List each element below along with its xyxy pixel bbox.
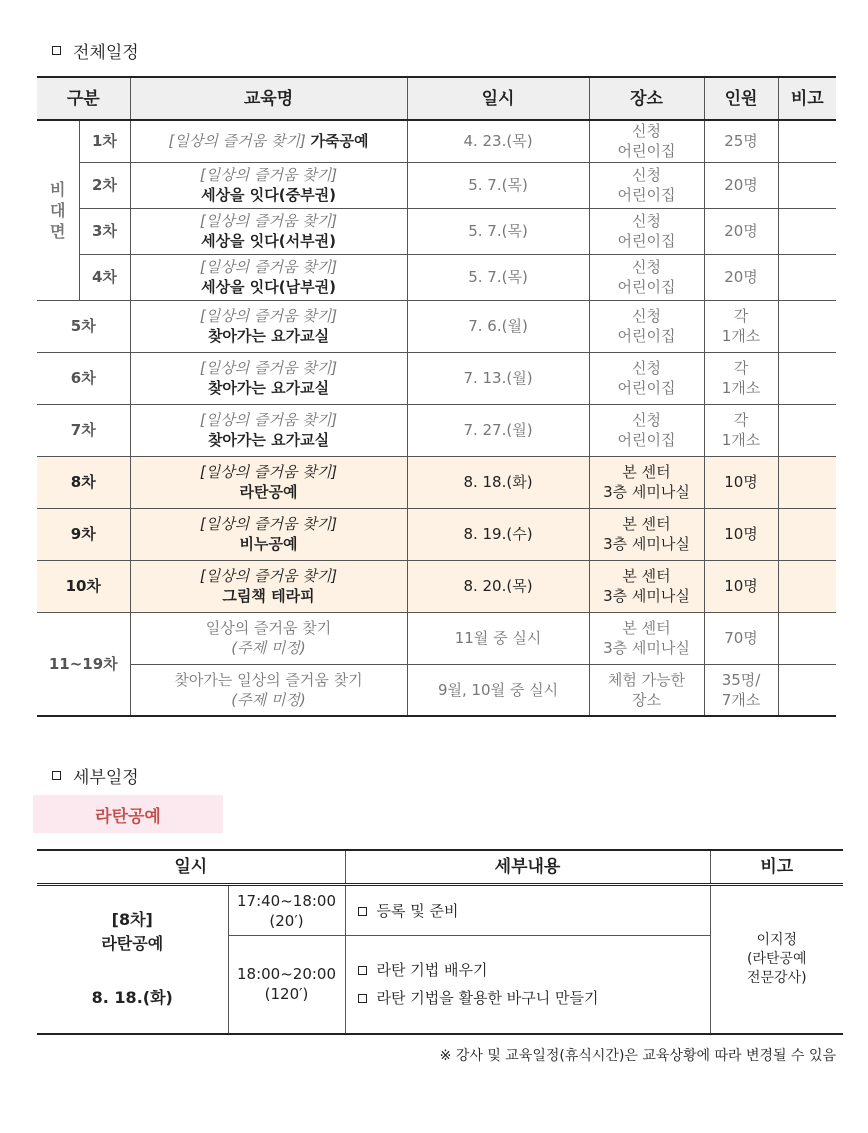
count-line-1: 10명 (724, 473, 758, 491)
place-line-2: 어린이집 (617, 327, 676, 345)
slot-duration: (120′) (264, 985, 309, 1004)
row-number-cell (37, 352, 130, 404)
course-name-cell (130, 352, 407, 404)
course-series: [일상의 즐거움 찾기] (199, 212, 338, 230)
course-name-cell (130, 404, 407, 456)
row-number-cell (37, 404, 130, 456)
place-line-2: 어린이집 (617, 142, 676, 161)
table-row (37, 456, 836, 508)
row-number: 4차 (92, 268, 117, 286)
table-row (37, 208, 836, 254)
count-cell (704, 300, 778, 352)
course-name: 세상을 잇다(중부권) (201, 186, 336, 204)
overall-title-text: 전체일정 (73, 43, 139, 63)
row-number-cell (79, 208, 130, 254)
instructor-cell (710, 885, 843, 1034)
place-cell (589, 456, 704, 508)
row-number: 6차 (70, 369, 96, 387)
table-row (37, 254, 836, 300)
row-number: 1차 (92, 132, 117, 151)
note-cell (778, 664, 836, 716)
count-line-1: 각 (733, 411, 749, 429)
course-name: 가죽공예 (310, 132, 369, 151)
course-name-cell (130, 162, 407, 208)
detail-title-text: 세부일정 (73, 768, 139, 788)
date-cell: 9월, 10월 중 실시 (407, 664, 589, 716)
course-name-cell (130, 208, 407, 254)
place-line-1: 본 센터 (622, 567, 671, 585)
detail-header-content: 세부내용 (345, 850, 710, 885)
count-cell (704, 162, 778, 208)
table-row (37, 162, 836, 208)
place-cell (589, 560, 704, 612)
detail-section-title (52, 763, 139, 788)
count-line-1: 10명 (724, 577, 758, 595)
table-row (37, 664, 836, 716)
detail-row (37, 885, 843, 936)
slot-item: 등록 및 준비 (376, 901, 459, 920)
place-line-1: 신청 (632, 212, 661, 230)
place-line-2: 어린이집 (617, 379, 676, 397)
place-cell (589, 300, 704, 352)
count-line-1: 20명 (724, 222, 758, 240)
table-row (37, 120, 836, 162)
count-line-2: 1개소 (721, 327, 761, 345)
place-cell (589, 612, 704, 664)
row-number-cell (79, 254, 130, 300)
row-number-cell (37, 560, 130, 612)
row-number-cell (37, 508, 130, 560)
slot-content-cell (345, 936, 710, 1034)
table-row (37, 404, 836, 456)
place-cell (589, 404, 704, 456)
count-line-2: 1개소 (721, 379, 761, 397)
checkbox-square-icon (358, 907, 367, 916)
count-line-1: 10명 (724, 525, 758, 543)
table-row (37, 300, 836, 352)
checkbox-square-icon (358, 966, 367, 975)
place-cell (589, 352, 704, 404)
course-name-cell (130, 254, 407, 300)
date-cell: 8. 19.(수) (407, 508, 589, 560)
note-cell (778, 352, 836, 404)
course-name: 세상을 잇다(남부권) (201, 278, 336, 296)
count-cell (704, 612, 778, 664)
group-label-char: 대 (50, 200, 66, 220)
count-cell (704, 664, 778, 716)
course-name: 일상의 즐거움 찾기 (205, 619, 332, 637)
count-cell (704, 352, 778, 404)
row-number: 8차 (70, 473, 96, 491)
row-number-cell (79, 162, 130, 208)
course-name: 찾아가는 일상의 즐거움 찾기 (174, 670, 363, 689)
note-cell (778, 560, 836, 612)
row-number: 11~19차 (48, 654, 118, 673)
note-cell (778, 612, 836, 664)
course-series: [일상의 즐거움 찾기] (168, 132, 306, 151)
slot-duration: (20′) (269, 911, 304, 930)
place-line-2: 3층 세미나실 (603, 535, 690, 553)
table-header-row (37, 77, 836, 120)
course-name: 찾아가는 요가교실 (207, 431, 330, 449)
header-course-name: 교육명 (130, 77, 407, 120)
row-number: 5차 (70, 317, 96, 335)
course-subtitle: (주제 미정) (231, 690, 306, 709)
slot-item: 라탄 기법을 활용한 바구니 만들기 (376, 989, 599, 1008)
note-cell (778, 162, 836, 208)
place-line-2: 어린이집 (617, 431, 676, 449)
date-cell: 7. 27.(월) (407, 404, 589, 456)
count-cell (704, 120, 778, 162)
place-line-1: 체험 가능한 (607, 670, 686, 689)
header-date: 일시 (407, 77, 589, 120)
date-cell: 7. 6.(월) (407, 300, 589, 352)
table-row (37, 612, 836, 664)
count-cell (704, 208, 778, 254)
row-number: 7차 (70, 421, 96, 439)
session-date: 8. 18.(화) (91, 988, 173, 1008)
count-cell (704, 254, 778, 300)
count-line-1: 25명 (724, 132, 758, 151)
place-line-2: 3층 세미나실 (603, 587, 690, 605)
note-cell (778, 254, 836, 300)
count-cell (704, 508, 778, 560)
course-name-cell (130, 300, 407, 352)
place-line-2: 어린이집 (617, 232, 676, 250)
count-cell (704, 560, 778, 612)
row-number-cell (37, 612, 130, 716)
slot-item: 라탄 기법 배우기 (376, 961, 488, 980)
place-cell (589, 508, 704, 560)
table-row (37, 560, 836, 612)
date-cell: 5. 7.(목) (407, 254, 589, 300)
course-series: [일상의 즐거움 찾기] (199, 463, 338, 481)
count-line-1: 20명 (724, 176, 758, 194)
slot-time-cell (228, 885, 345, 936)
place-line-1: 신청 (632, 258, 661, 276)
course-series: [일상의 즐거움 찾기] (199, 307, 338, 325)
header-place: 장소 (589, 77, 704, 120)
checkbox-square-icon (358, 994, 367, 1003)
row-number: 2차 (92, 176, 117, 194)
table-row (37, 508, 836, 560)
course-series: [일상의 즐거움 찾기] (199, 359, 338, 377)
course-name-cell (130, 456, 407, 508)
place-line-1: 신청 (632, 359, 661, 377)
instructor-name: 이지정 (756, 931, 798, 948)
place-line-2: 어린이집 (617, 278, 676, 296)
date-cell: 8. 20.(목) (407, 560, 589, 612)
group-label-char: 비 (50, 179, 66, 199)
course-name-cell (130, 664, 407, 716)
count-line-1: 각 (733, 307, 749, 325)
checkbox-square-icon (52, 46, 61, 55)
detail-header-row (37, 850, 843, 885)
footnote: ※ 강사 및 교육일정(휴식시간)은 교육상황에 따라 변경될 수 있음 (439, 1048, 836, 1064)
session-name: 라탄공예 (101, 934, 164, 954)
course-name: 찾아가는 요가교실 (207, 379, 330, 397)
count-cell (704, 456, 778, 508)
checkbox-square-icon (52, 771, 61, 780)
place-cell (589, 120, 704, 162)
place-line-1: 본 센터 (622, 515, 671, 533)
note-cell (778, 120, 836, 162)
row-number: 3차 (92, 222, 117, 240)
session-cell (37, 885, 228, 1034)
slot-time: 18:00~20:00 (236, 965, 337, 984)
place-cell (589, 254, 704, 300)
overall-section-title (52, 38, 139, 63)
place-line-2: 3층 세미나실 (603, 639, 690, 657)
instructor-role-2: 전문강사) (746, 969, 807, 986)
place-line-1: 본 센터 (622, 619, 671, 637)
note-cell (778, 404, 836, 456)
date-cell: 7. 13.(월) (407, 352, 589, 404)
place-cell (589, 664, 704, 716)
count-line-1: 20명 (724, 268, 758, 286)
course-name: 라탄공예 (239, 483, 298, 501)
header-note: 비고 (778, 77, 836, 120)
note-cell (778, 208, 836, 254)
count-line-1: 35명/ (721, 670, 761, 689)
place-line-2: 3층 세미나실 (603, 483, 690, 501)
place-line-1: 본 센터 (622, 463, 671, 481)
instructor-role-1: (라탄공예 (746, 950, 807, 967)
place-line-1: 신청 (632, 122, 661, 141)
count-line-1: 70명 (724, 629, 758, 647)
place-line-1: 신청 (632, 411, 661, 429)
course-series: [일상의 즐거움 찾기] (199, 411, 338, 429)
header-category: 구분 (37, 77, 130, 120)
note-cell (778, 300, 836, 352)
detail-header-date: 일시 (37, 850, 345, 885)
slot-content-cell (345, 885, 710, 936)
program-tag: 라탄공예 (33, 795, 223, 833)
date-cell: 11월 중 실시 (407, 612, 589, 664)
note-cell (778, 508, 836, 560)
detail-header-note: 비고 (710, 850, 843, 885)
course-series: [일상의 즐거움 찾기] (199, 515, 338, 533)
overall-schedule-table (37, 76, 836, 717)
course-series: [일상의 즐거움 찾기] (199, 166, 338, 184)
slot-time-cell (228, 936, 345, 1034)
place-line-1: 신청 (632, 307, 661, 325)
course-name-cell (130, 120, 407, 162)
place-line-2: 어린이집 (617, 186, 676, 204)
count-cell (704, 404, 778, 456)
place-line-1: 신청 (632, 166, 661, 184)
place-line-2: 장소 (632, 690, 661, 709)
header-count: 인원 (704, 77, 778, 120)
note-cell (778, 456, 836, 508)
row-number-cell (79, 120, 130, 162)
slot-time: 17:40~18:00 (236, 891, 337, 910)
place-cell (589, 208, 704, 254)
course-series: [일상의 즐거움 찾기] (199, 258, 338, 276)
session-num: [8차] (111, 910, 153, 930)
course-subtitle: (주제 미정) (231, 639, 306, 657)
detail-schedule-table (37, 849, 843, 1035)
course-name-cell (130, 612, 407, 664)
course-series: [일상의 즐거움 찾기] (199, 567, 338, 585)
course-name: 그림책 테라피 (222, 587, 315, 605)
table-row (37, 352, 836, 404)
group-label-char: 면 (50, 221, 66, 241)
count-line-2: 7개소 (721, 690, 761, 709)
course-name: 찾아가는 요가교실 (207, 327, 330, 345)
row-number-cell (37, 300, 130, 352)
group-label-cell (37, 120, 79, 300)
course-name: 세상을 잇다(서부권) (201, 232, 336, 250)
course-name-cell (130, 508, 407, 560)
course-name-cell (130, 560, 407, 612)
date-cell: 8. 18.(화) (407, 456, 589, 508)
count-line-2: 1개소 (721, 431, 761, 449)
course-name: 비누공예 (239, 535, 298, 553)
place-cell (589, 162, 704, 208)
row-number-cell (37, 456, 130, 508)
date-cell: 4. 23.(목) (407, 120, 589, 162)
row-number: 10차 (65, 577, 101, 595)
row-number: 9차 (70, 525, 96, 543)
date-cell: 5. 7.(목) (407, 208, 589, 254)
date-cell: 5. 7.(목) (407, 162, 589, 208)
count-line-1: 각 (733, 359, 749, 377)
